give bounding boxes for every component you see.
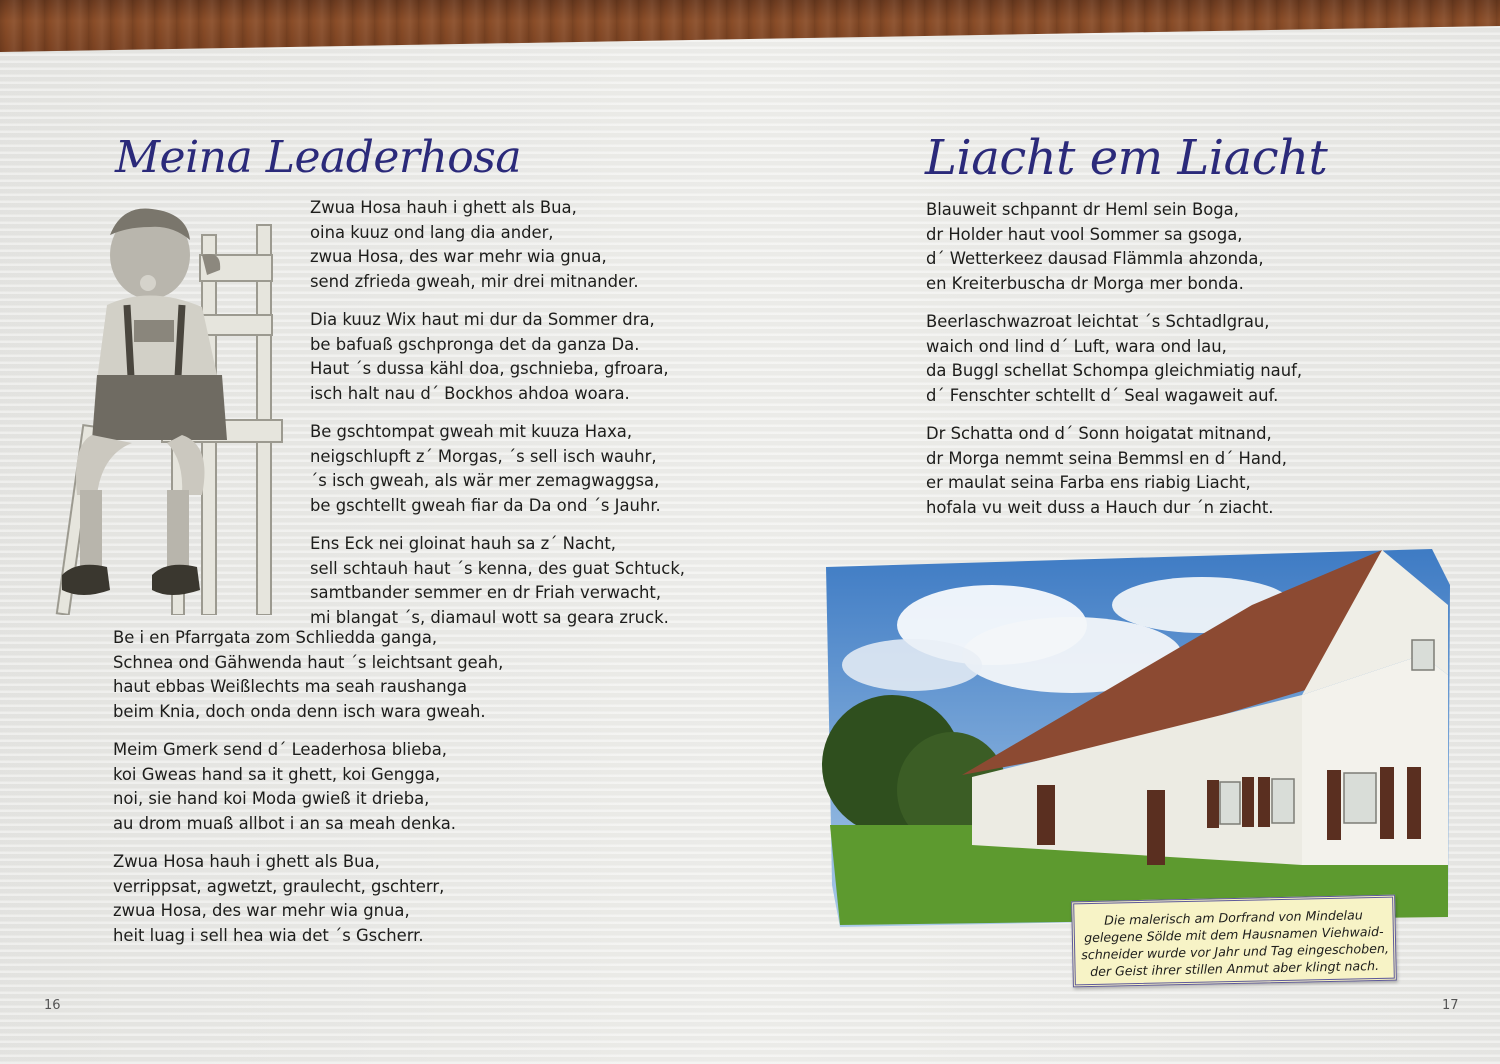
left-poem-bottom bbox=[113, 626, 503, 962]
verse-line: send zfrieda gweah, mir drei mitnander. bbox=[310, 271, 639, 291]
stanza bbox=[113, 626, 503, 724]
verse-line: dr Holder haut vool Sommer sa gsoga, bbox=[926, 224, 1243, 244]
boy-on-chair-photo bbox=[52, 195, 302, 615]
verse-line: verrippsat, agwetzt, graulecht, gschterr, bbox=[113, 876, 445, 896]
caption-line: Die malerisch am Dorfrand von Mindelau bbox=[1104, 907, 1363, 928]
verse-line: sell schtauh haut ´s kenna, des guat Schtuck, bbox=[310, 558, 686, 578]
verse-line: waich ond lind d´ Luft, wara ond lau, bbox=[926, 336, 1227, 356]
verse-line: mi blangat ´s, diamaul wott sa geara zruck. bbox=[310, 607, 669, 627]
verse-line: da Buggl schellat Schompa gleichmiatig nauf, bbox=[926, 361, 1303, 380]
left-poem-title: Meina Leaderhosa bbox=[115, 132, 522, 183]
verse-line: Schnea ond Gähwenda haut ´s leichtsant geah, bbox=[113, 652, 504, 672]
stanza bbox=[113, 738, 503, 836]
verse-line: zwua Hosa, des war mehr wia gnua, bbox=[113, 901, 410, 920]
verse-line: en Kreiterbuscha dr Morga mer bonda. bbox=[926, 273, 1244, 293]
stanza bbox=[310, 196, 685, 294]
stanza bbox=[926, 198, 1302, 296]
verse-line: samtbander semmer en dr Friah verwacht, bbox=[310, 583, 662, 602]
verse-line: hofala vu weit duss a Hauch dur ´n ziacht. bbox=[926, 497, 1274, 517]
caption-line: gelegene Sölde mit dem Hausnamen Viehwaid- bbox=[1084, 923, 1384, 946]
page-number-right: 17 bbox=[1442, 998, 1459, 1013]
left-poem-top bbox=[310, 196, 685, 644]
verse-line: heit luag i sell hea wia det ´s Gscherr. bbox=[113, 925, 424, 945]
photo-caption bbox=[1071, 895, 1397, 988]
verse-line: beim Knia, doch onda denn isch wara gweah. bbox=[113, 701, 486, 721]
verse-line: isch halt nau d´ Bockhos ahdoa woara. bbox=[310, 383, 630, 403]
verse-line: koi Gweas hand sa it ghett, koi Gengga, bbox=[113, 764, 441, 784]
verse-line: Zwua Hosa hauh i ghett als Bua, bbox=[113, 852, 380, 871]
verse-line: Be i en Pfarrgata zom Schliedda ganga, bbox=[113, 628, 438, 647]
wood-header-strip bbox=[0, 0, 1500, 52]
verse-line: Blauweit schpannt dr Heml sein Boga, bbox=[926, 200, 1239, 219]
right-poem bbox=[926, 198, 1302, 534]
verse-line: be gschtellt gweah fiar da Da ond ´s Jauhr. bbox=[310, 495, 661, 515]
verse-line: er maulat seina Farba ens riabig Liacht, bbox=[926, 473, 1251, 492]
verse-line: zwua Hosa, des war mehr wia gnua, bbox=[310, 247, 607, 266]
verse-line: Meim Gmerk send d´ Leaderhosa blieba, bbox=[113, 740, 447, 759]
page-number-left: 16 bbox=[44, 998, 61, 1013]
farmhouse-photo bbox=[822, 545, 1452, 930]
verse-line: au drom muaß allbot i an sa meah denka. bbox=[113, 813, 457, 833]
verse-line: oina kuuz ond lang dia ander, bbox=[310, 222, 554, 242]
stanza bbox=[310, 420, 685, 518]
stanza bbox=[926, 422, 1302, 520]
verse-line: neigschlupft z´ Morgas, ´s sell isch wauhr, bbox=[310, 446, 657, 466]
verse-line: noi, sie hand koi Moda gwieß it drieba, bbox=[113, 789, 430, 808]
verse-line: be bafuaß gschpronga det da ganza Da. bbox=[310, 334, 640, 354]
caption-line: der Geist ihrer stillen Anmut aber klingt nach. bbox=[1089, 957, 1380, 980]
verse-line: d´ Wetterkeez dausad Flämmla ahzonda, bbox=[926, 249, 1264, 268]
verse-line: ´s isch gweah, als wär mer zemagwaggsa, bbox=[310, 471, 660, 490]
verse-line: Ens Eck nei gloinat hauh sa z´ Nacht, bbox=[310, 534, 616, 553]
verse-line: Dia kuuz Wix haut mi dur da Sommer dra, bbox=[310, 310, 655, 329]
verse-line: d´ Fenschter schtellt d´ Seal wagaweit auf. bbox=[926, 385, 1279, 405]
stanza bbox=[113, 850, 503, 948]
verse-line: dr Morga nemmt seina Bemmsl en d´ Hand, bbox=[926, 448, 1287, 468]
verse-line: Be gschtompat gweah mit kuuza Haxa, bbox=[310, 422, 633, 441]
verse-line: Zwua Hosa hauh i ghett als Bua, bbox=[310, 198, 577, 217]
stanza bbox=[926, 310, 1302, 408]
stanza bbox=[310, 532, 685, 630]
verse-line: Dr Schatta ond d´ Sonn hoigatat mitnand, bbox=[926, 424, 1272, 443]
verse-line: Beerlaschwazroat leichtat ´s Schtadlgrau, bbox=[926, 312, 1270, 331]
stanza bbox=[310, 308, 685, 406]
verse-line: haut ebbas Weißlechts ma seah raushanga bbox=[113, 677, 468, 696]
caption-line: schneider wurde vor Jahr und Tag eingeschoben, bbox=[1081, 940, 1390, 963]
right-poem-title: Liacht em Liacht bbox=[925, 130, 1328, 186]
verse-line: Haut ´s dussa kähl doa, gschnieba, gfroara, bbox=[310, 359, 669, 378]
